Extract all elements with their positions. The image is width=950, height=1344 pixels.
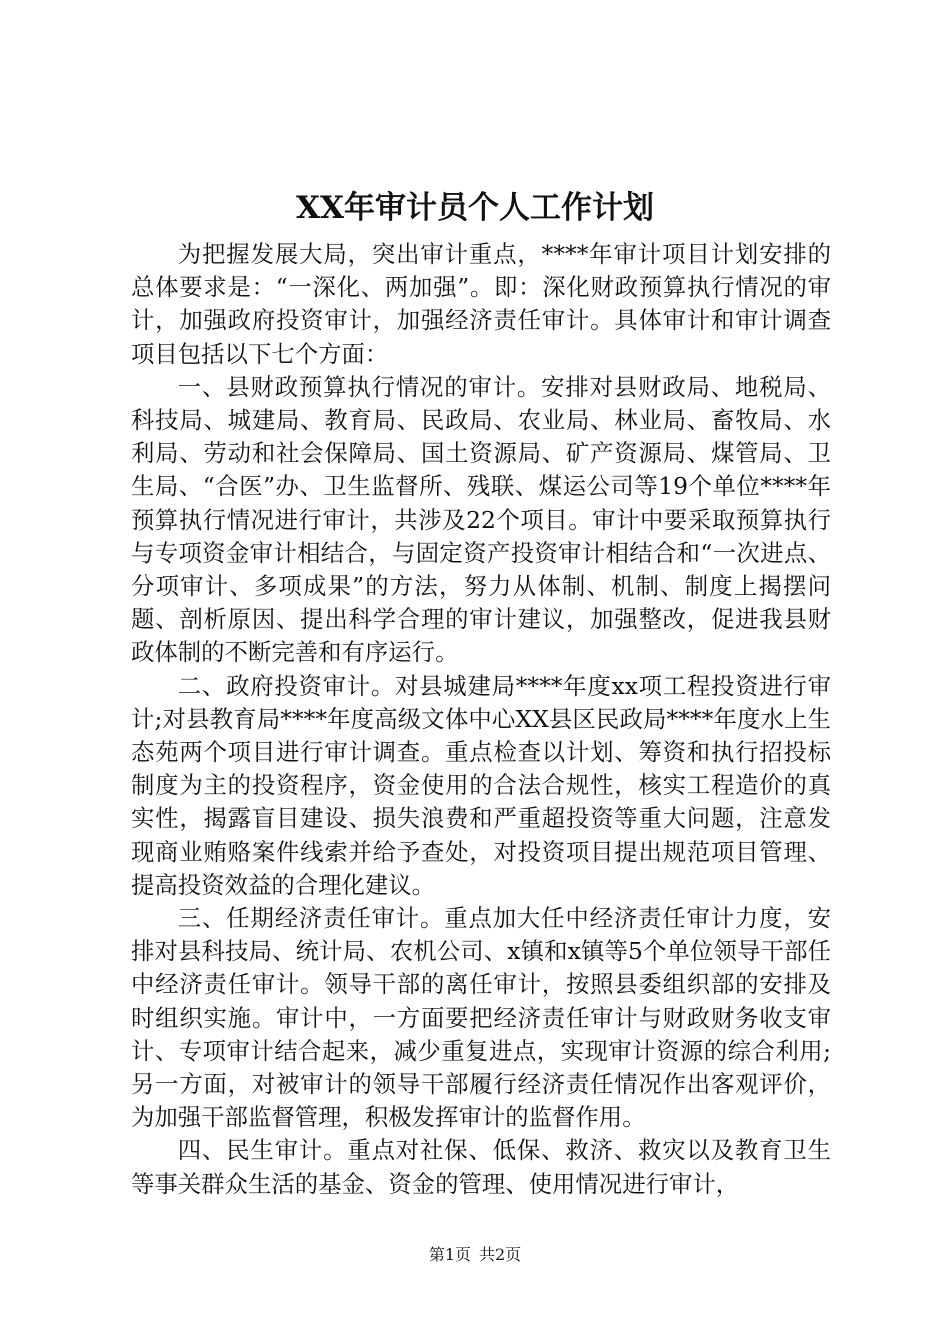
paragraph-livelihood-audit: 四、民生审计。重点对社保、低保、救济、救灾以及教育卫生等事关群众生活的基金、资金的管理、使用情况进行审计， [131, 1136, 831, 1198]
paragraph-intro: 为把握发展大局，突出审计重点，****年审计项目计划安排的总体要求是：“一深化、两加强”。即：深化财政预算执行情况的审计，加强政府投资审计，加强经济责任审计。具体审计和审计调查项目包括以下七个方面： [131, 240, 831, 368]
page-number: 第1页 [428, 1245, 471, 1264]
document-body [131, 238, 831, 1201]
document-title: XX年审计员个人工作计划 [295, 190, 655, 226]
paragraph-budget-audit: 一、县财政预算执行情况的审计。安排对县财政局、地税局、科技局、城建局、教育局、民政局、农业局、林业局、畜牧局、水利局、劳动和社会保障局、国土资源局、矿产资源局、煤管局、卫生局、“合医”办、卫生监督所、残联、煤运公司等19个单位****年预算执行情况进行审计，共涉及22个项目。审计中要采取预算执行与专项资金审计相结合，与固定资产投资审计相结合和“一次进点、分项审计、多项成果”的方法，努力从体制、机制、制度上揭摆问题、剖析原因、提出科学合理的审计建议，加强整改，促进我县财政体制的不断完善和有序运行。 [131, 372, 831, 667]
paragraph-investment-audit: 二、政府投资审计。对县城建局****年度xx项工程投资进行审计;对县教育局****年度高级文体中心XX县区民政局****年度水上生态苑两个项目进行审计调查。重点检查以计划、筹资和执行招投标制度为主的投资程序，资金使用的合法合规性，核实工程造价的真实性，揭露盲目建设、损失浪费和严重超投资等重大问题，注意发现商业贿赂案件线索并给予查处，对投资项目提出规范项目管理、提高投资效益的合理化建议。 [131, 671, 831, 899]
page-footer [0, 1244, 950, 1266]
paragraph-economic-responsibility-audit: 三、任期经济责任审计。重点加大任中经济责任审计力度，安排对县科技局、统计局、农机公司、x镇和x镇等5个单位领导干部任中经济责任审计。领导干部的离任审计，按照县委组织部的安排及时组织实施。审计中，一方面要把经济责任审计与财政财务收支审计、专项审计结合起来，减少重复进点，实现审计资源的综合利用;另一方面，对被审计的领导干部履行经济责任情况作出客观评价，为加强干部监督管理，积极发挥审计的监督作用。 [131, 904, 831, 1132]
page-total: 共2页 [479, 1245, 522, 1264]
